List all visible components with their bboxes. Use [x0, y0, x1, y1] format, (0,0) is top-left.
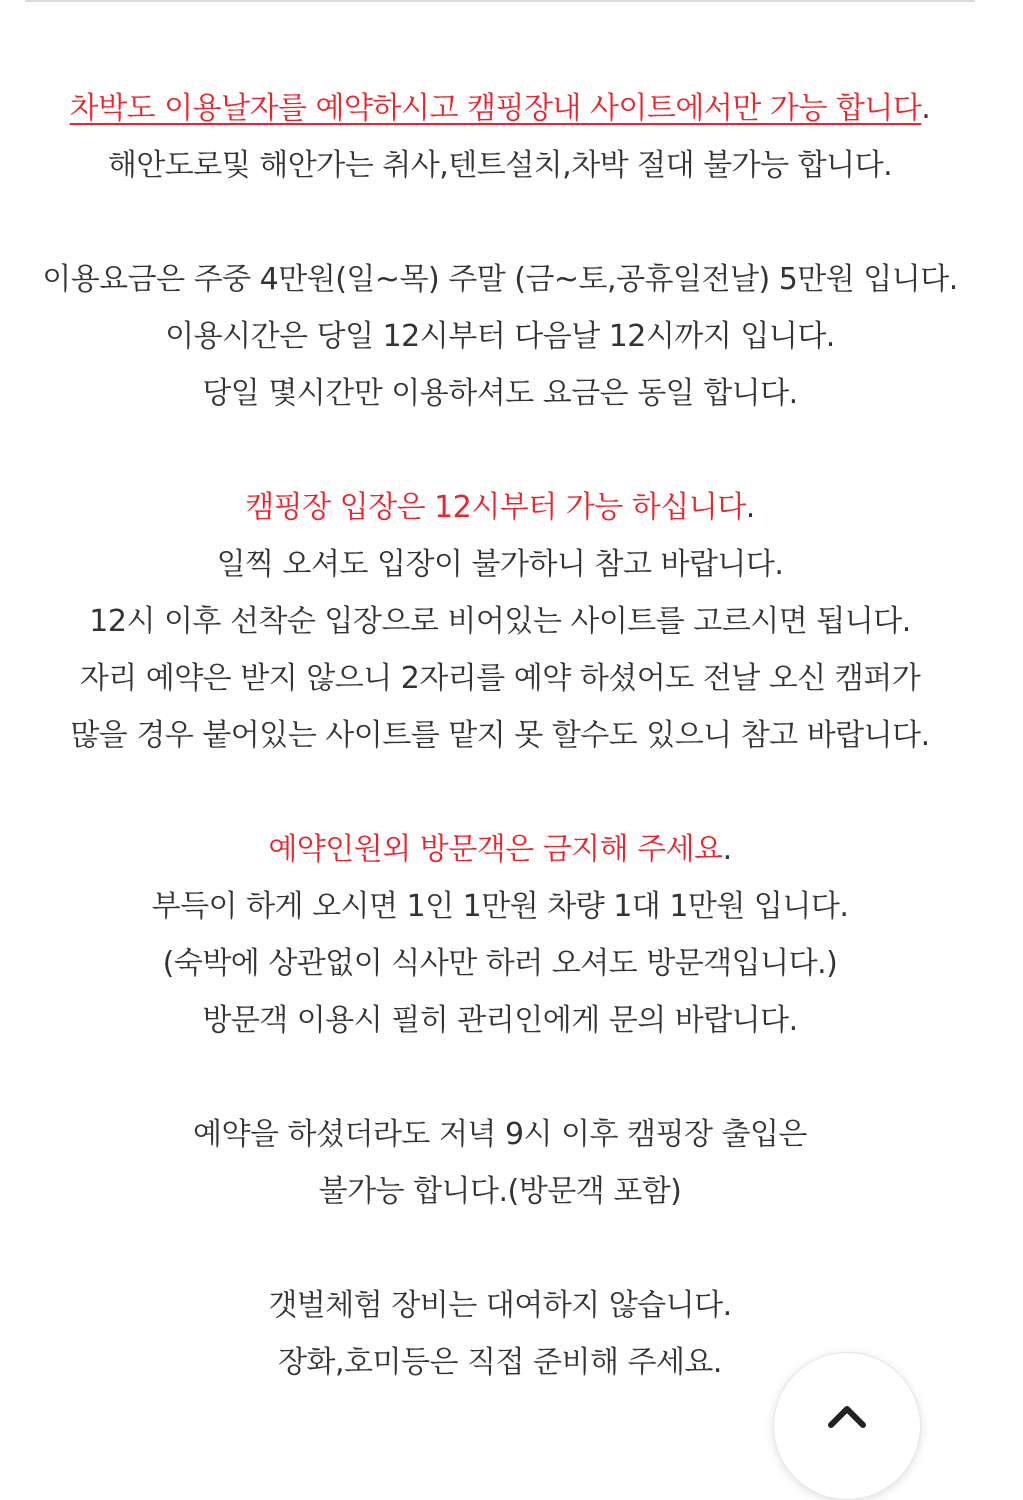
notice-line: 방문객 이용시 필히 관리인에게 문의 바랍니다.: [202, 1003, 798, 1038]
notice-line: 장화,호미등은 직접 준비해 주세요.: [278, 1345, 722, 1380]
notice-paragraph-curfew: [0, 1106, 1000, 1220]
notice-line: 부득이 하게 오시면 1인 1만원 차량 1대 1만원 입니다.: [151, 889, 849, 924]
notice-paragraph-entry: [0, 479, 1000, 764]
notice-line: [0, 479, 1000, 536]
visitor-warning: 예약인원외 방문객은 금지해 주세요: [268, 832, 723, 867]
fee-line: 이용요금은 주중 4만원(일~목) 주말 (금~토,공휴일전날) 5만원 입니다.: [42, 262, 958, 297]
chevron-up-icon: [827, 1403, 867, 1429]
car-camping-warning: 차박도 이용날자를 예약하시고 캠핑장내 사이트에서만 가능 합니다: [69, 91, 922, 126]
notice-line: 해안도로및 해안가는 취사,텐트설치,차박 절대 불가능 합니다.: [107, 148, 893, 183]
notice-line: 불가능 합니다.(방문객 포함): [318, 1174, 682, 1209]
notice-line: [0, 821, 1000, 878]
notice-paragraph-fees: [0, 251, 1000, 422]
notice-line: 일찍 오셔도 입장이 불가하니 참고 바랍니다.: [216, 547, 784, 582]
notice-line: 많을 경우 붙어있는 사이트를 맡지 못 할수도 있으니 참고 바랍니다.: [70, 718, 930, 753]
entry-time-warning: 캠핑장 입장은 12시부터 가능 하십니다: [245, 490, 746, 525]
notice-line: 이용시간은 당일 12시부터 다음날 12시까지 입니다.: [165, 319, 835, 354]
period: .: [745, 490, 755, 525]
notice-line: 갯벌체험 장비는 대여하지 않습니다.: [268, 1288, 732, 1323]
notice-content: [0, 80, 1000, 1391]
notice-line: 예약을 하셨더라도 저녁 9시 이후 캠핑장 출입은: [193, 1117, 807, 1152]
notice-line: 자리 예약은 받지 않으니 2자리를 예약 하셨어도 전날 오신 캠퍼가: [79, 661, 921, 696]
period: .: [921, 91, 931, 126]
notice-line: 12시 이후 선착순 입장으로 비어있는 사이트를 고르시면 됩니다.: [89, 604, 911, 639]
period: .: [722, 832, 732, 867]
top-divider: [25, 0, 975, 2]
notice-line: (숙박에 상관없이 식사만 하러 오셔도 방문객입니다.): [162, 946, 838, 981]
notice-paragraph-car-camping: [0, 80, 1000, 194]
notice-line: [0, 80, 1000, 137]
notice-paragraph-visitors: [0, 821, 1000, 1049]
notice-line: 당일 몇시간만 이용하셔도 요금은 동일 합니다.: [202, 376, 798, 411]
scroll-to-top-button[interactable]: [773, 1352, 921, 1500]
